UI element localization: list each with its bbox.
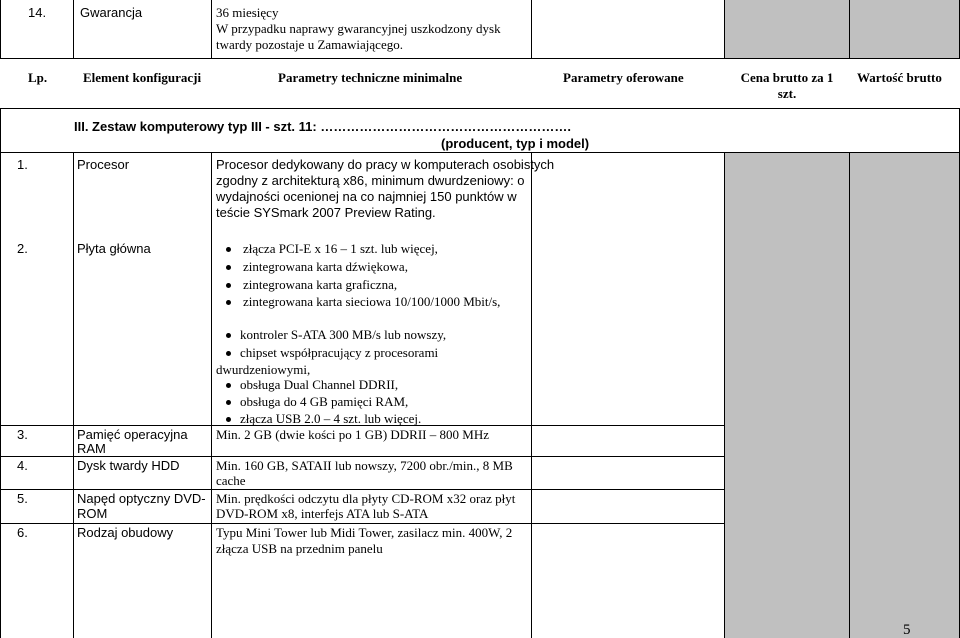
header-element: Element konfiguracji <box>83 70 202 85</box>
row-name: Rodzaj obudowy <box>77 525 174 540</box>
row-num: 5. <box>17 491 28 506</box>
bullet-text: obsługa do 4 GB pamięci RAM, <box>240 394 409 409</box>
row-param-line: Min. 160 GB, SATAII lub nowszy, 7200 obr./min., 8 MB <box>216 458 513 473</box>
row-param-line: Min. 2 GB (dwie kości po 1 GB) DDRII – 800 MHz <box>216 427 489 442</box>
price-column-shaded <box>725 153 849 638</box>
bullet-text: złącza PCI-E x 16 – 1 szt. lub więcej, <box>243 241 438 256</box>
row-name: Procesor <box>77 157 130 172</box>
row-param-line: Min. prędkości odczytu dla płyty CD-ROM x32 oraz płyt <box>216 491 516 506</box>
warranty-line-3: twardy pozostaje u Zamawiającego. <box>216 37 403 52</box>
bullet-text: zintegrowana karta graficzna, <box>243 277 398 292</box>
row-param-line: DVD-ROM x8, interfejs ATA lub S-ATA <box>216 506 429 521</box>
section-title: III. Zestaw komputerowy typ III - szt. 11: …………………………………………………. <box>74 119 571 134</box>
bullet-text: zintegrowana karta sieciowa 10/100/1000 Mbit/s, <box>243 294 501 309</box>
bullet-icon <box>226 300 231 305</box>
row-param-line: wydajności ocenionej na co najmniej 150 punktów w <box>216 189 517 204</box>
row-name: RAM <box>77 441 106 456</box>
bullet-icon <box>226 265 231 270</box>
row-num: 2. <box>17 241 28 256</box>
bullet-icon <box>226 247 231 252</box>
row-name: Pamięć operacyjna <box>77 427 188 442</box>
bullet-text-continued: dwurdzeniowymi, <box>216 362 311 377</box>
header-value: Wartość brutto <box>857 70 942 85</box>
bullet-icon <box>226 383 231 388</box>
bullet-icon <box>226 333 231 338</box>
row-param-line: zgodny z architekturą x86, minimum dwurdzeniowy: o <box>216 173 525 188</box>
warranty-line-2: W przypadku naprawy gwarancyjnej uszkodzony dysk <box>216 21 501 36</box>
bullet-text: zintegrowana karta dźwiękowa, <box>243 259 408 274</box>
header-price-line-2: szt. <box>777 86 797 101</box>
row-name: Płyta główna <box>77 241 151 256</box>
warranty-num: 14. <box>28 5 47 20</box>
header-params-min: Parametry techniczne minimalne <box>278 70 463 85</box>
warranty-price-cell-shaded <box>725 0 849 58</box>
row-num: 3. <box>17 427 28 442</box>
warranty-line-1: 36 miesięcy <box>216 5 279 20</box>
bullet-text: złącza USB 2.0 – 4 szt. lub więcej. <box>240 411 422 426</box>
bullet-icon <box>226 400 231 405</box>
header-price-line-1: Cena brutto za 1 <box>740 70 834 85</box>
warranty-value-cell-shaded <box>850 0 960 58</box>
bullet-text: obsługa Dual Channel DDRII, <box>240 377 399 392</box>
page-number: 5 <box>903 622 911 638</box>
row-param-line: złącza USB na przednim panelu <box>216 541 383 556</box>
bullet-icon <box>226 417 231 422</box>
bullet-icon <box>226 351 231 356</box>
row-num: 6. <box>17 525 28 540</box>
row-num: 4. <box>17 458 28 473</box>
bullet-text: chipset współpracujący z procesorami <box>240 345 439 360</box>
section-subtitle: (producent, typ i model) <box>441 136 590 151</box>
warranty-name: Gwarancja <box>80 5 143 20</box>
header-params-offered: Parametry oferowane <box>563 70 684 85</box>
row-num: 1. <box>17 157 28 172</box>
row-param-line: cache <box>216 473 246 488</box>
row-param-line: teście SYSmark 2007 Preview Rating. <box>216 205 436 220</box>
bullet-text: kontroler S-ATA 300 MB/s lub nowszy, <box>240 327 447 342</box>
value-column-shaded <box>850 153 960 638</box>
row-name: Dysk twardy HDD <box>77 458 180 473</box>
bullet-icon <box>226 283 231 288</box>
header-lp: Lp. <box>28 70 48 85</box>
row-param-line: Typu Mini Tower lub Midi Tower, zasilacz min. 400W, 2 <box>216 525 513 540</box>
row-param-line: Procesor dedykowany do pracy w komputerach osobistych <box>216 157 555 172</box>
row-name: Napęd optyczny DVD- <box>77 491 206 506</box>
row-name: ROM <box>77 506 108 521</box>
